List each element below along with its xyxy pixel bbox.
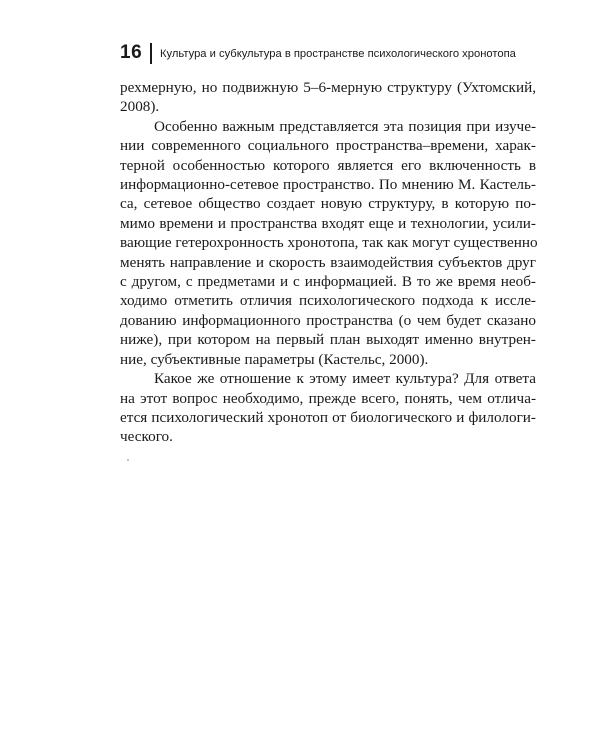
text-line: менять направление и скорость взаимодействия субъектов друг bbox=[120, 253, 536, 271]
text-line: с другом, с предметами и с информацией. В то же время необ- bbox=[120, 273, 536, 291]
text-line: Какое же отношение к этому имеет культура? Для ответа bbox=[154, 370, 536, 388]
text-line: рехмерную, но подвижную 5–6-мерную структуру (Ухтомский, bbox=[120, 79, 536, 96]
text-line: на этот вопрос необходимо, прежде всего, понять, чем отлича- bbox=[120, 389, 536, 407]
text-line: ниже), при котором на первый план выходят именно внутрен- bbox=[120, 331, 536, 349]
text-line: дованию информационного пространства (о чем будет сказано bbox=[120, 311, 536, 329]
text-line: ется психологический хронотоп от биологического и филологи- bbox=[120, 408, 536, 426]
paragraph-3 bbox=[120, 369, 536, 447]
text-line: ческого. bbox=[120, 428, 173, 446]
text-line: ние, субъективные параметры (Кастельс, 2000). bbox=[120, 350, 429, 368]
text-line: мимо времени и пространства входят еще и технологии, усили- bbox=[120, 214, 536, 232]
running-header bbox=[120, 42, 540, 66]
text-line: са, сетевое общество создает новую структуру, в которую по- bbox=[120, 195, 536, 213]
text-line: вающие гетерохронность хронотопа, так как могут существенно bbox=[120, 234, 538, 252]
text-line: нии современного социального пространства–времени, харак- bbox=[120, 137, 536, 155]
text-line: 2008). bbox=[120, 98, 160, 116]
paragraph-1 bbox=[120, 78, 536, 117]
header-divider bbox=[150, 43, 152, 64]
paragraph-2 bbox=[120, 117, 536, 369]
page-number: 16 bbox=[120, 42, 143, 63]
text-line: Особенно важным представляется эта позиция при изуче- bbox=[154, 117, 536, 135]
body-text bbox=[120, 78, 536, 447]
print-speck bbox=[127, 459, 129, 461]
text-line: ходимо отметить отличия психологического подхода к иссле- bbox=[120, 292, 536, 310]
text-line: информационно-сетевое пространство. По мнению М. Кастель- bbox=[120, 176, 536, 194]
text-line: терной особенностью которого является его включенность в bbox=[120, 156, 536, 174]
running-title: Культура и субкультура в пространстве психологического хронотопа bbox=[160, 48, 516, 60]
